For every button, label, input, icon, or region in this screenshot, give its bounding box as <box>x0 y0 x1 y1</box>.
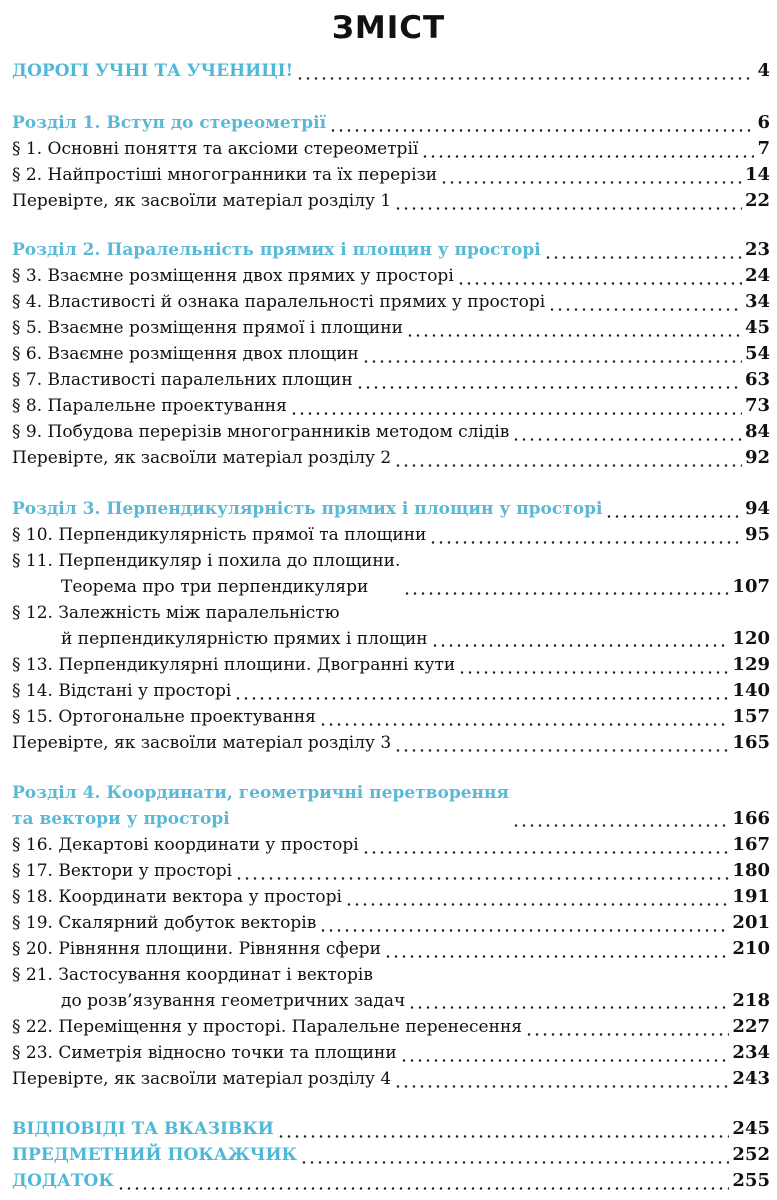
leader-dots <box>394 749 729 752</box>
leader-dots <box>548 308 742 311</box>
leader-dots <box>403 592 729 595</box>
toc-label-line1: § 12. Залежність між паралельністю <box>12 603 340 623</box>
toc-page-number: 4 <box>757 60 770 81</box>
toc-page-number: 165 <box>732 732 770 753</box>
toc-label: § 2. Найпростіші многогранники та їх перерізи <box>12 165 438 185</box>
toc-entry-index[interactable] <box>12 1142 770 1168</box>
leader-dots <box>429 541 742 544</box>
toc-entry[interactable] <box>12 936 770 962</box>
toc-label <box>12 600 431 652</box>
toc-label: § 9. Побудова перерізів многогранників методом слідів <box>12 422 510 442</box>
toc-page-number: 210 <box>732 938 770 959</box>
toc-page-number: 255 <box>732 1170 770 1191</box>
leader-dots <box>384 955 729 958</box>
toc-entry[interactable] <box>12 652 770 678</box>
toc-label: § 3. Взаємне розміщення двох прямих у просторі <box>12 266 454 286</box>
toc-page-number: 45 <box>744 317 770 338</box>
toc-entry[interactable] <box>12 136 770 162</box>
toc-label: Розділ 2. Паралельність прямих і площин у просторі <box>12 240 541 260</box>
toc-label-line2: до розв’язування геометричних задач <box>61 991 406 1011</box>
toc-entry[interactable] <box>12 962 770 1014</box>
toc-page-number: 7 <box>757 138 770 159</box>
toc-page-number: 201 <box>732 912 770 933</box>
toc-page-number: 94 <box>744 498 770 519</box>
toc-page-number: 34 <box>744 291 770 312</box>
toc-page-number: 166 <box>732 808 770 829</box>
toc-page-number: 234 <box>732 1042 770 1063</box>
toc-page-number: 140 <box>732 680 770 701</box>
page-title: ЗМІСТ <box>331 10 446 46</box>
toc-entry[interactable] <box>12 1066 770 1092</box>
toc-label <box>12 780 512 832</box>
toc-label <box>12 548 403 600</box>
leader-dots <box>421 155 754 158</box>
toc-page-number: 218 <box>732 990 770 1011</box>
toc-label: § 16. Декартові координати у просторі <box>12 835 359 855</box>
toc-label: § 7. Властивості паралельних площин <box>12 370 353 390</box>
toc-label: Перевірте, як засвоїли матеріал розділу 3 <box>12 733 392 753</box>
toc-entry[interactable] <box>12 910 770 936</box>
toc-entry[interactable] <box>12 704 770 730</box>
leader-dots <box>458 671 729 674</box>
toc-entry[interactable] <box>12 162 770 188</box>
leader-dots <box>512 438 742 441</box>
toc-label: § 4. Властивості й ознака паралельності прямих у просторі <box>12 292 546 312</box>
toc-label: ДОРОГІ УЧНІ ТА УЧЕНИЦІ! <box>12 61 294 81</box>
toc-entry[interactable] <box>12 858 770 884</box>
toc-entry[interactable] <box>12 884 770 910</box>
toc-label-line2: Теорема про три перпендикуляри <box>61 577 369 597</box>
leader-dots <box>406 334 742 337</box>
toc-label: § 6. Взаємне розміщення двох площин <box>12 344 359 364</box>
toc-label: § 22. Переміщення у просторі. Паралельне перенесення <box>12 1017 523 1037</box>
leader-dots <box>329 129 754 132</box>
toc-entry[interactable] <box>12 341 770 367</box>
toc-entry[interactable] <box>12 188 770 214</box>
leader-dots <box>235 877 729 880</box>
toc-section-heading[interactable] <box>12 110 770 136</box>
toc-label: § 15. Ортогональне проектування <box>12 707 316 727</box>
leader-dots <box>400 1059 730 1062</box>
toc-entry-intro[interactable] <box>12 58 770 84</box>
toc-page-number: 92 <box>744 447 770 468</box>
toc-entry[interactable] <box>12 1014 770 1040</box>
toc-page-number: 23 <box>744 239 770 260</box>
toc-page-number: 24 <box>744 265 770 286</box>
toc-label: Перевірте, як засвоїли матеріал розділу 1 <box>12 191 392 211</box>
leader-dots <box>234 697 729 700</box>
toc-entry[interactable] <box>12 600 770 652</box>
leader-dots <box>457 282 742 285</box>
toc-label: ВІДПОВІДІ ТА ВКАЗІВКИ <box>12 1119 274 1139</box>
toc-label-line2: та вектори у просторі <box>12 809 230 829</box>
leader-dots <box>440 181 742 184</box>
toc-page-number: 243 <box>732 1068 770 1089</box>
toc-label: Розділ 1. Вступ до стереометрії <box>12 113 327 133</box>
toc-label: ПРЕДМЕТНИЙ ПОКАЖЧИК <box>12 1145 297 1165</box>
toc-label: § 18. Координати вектора у просторі <box>12 887 342 907</box>
leader-dots <box>394 464 742 467</box>
toc-page-number: 252 <box>732 1144 770 1165</box>
toc-label: § 5. Взаємне розміщення прямої і площини <box>12 318 403 338</box>
leader-dots <box>394 1085 729 1088</box>
toc-label-line2: й перпендикулярністю прямих і площин <box>61 629 428 649</box>
toc-page-number: 120 <box>732 628 770 649</box>
toc-label: § 14. Відстані у просторі <box>12 681 232 701</box>
toc-label <box>12 962 408 1014</box>
toc-entry[interactable] <box>12 263 770 289</box>
toc-entry[interactable] <box>12 832 770 858</box>
leader-dots <box>345 903 730 906</box>
leader-dots <box>544 256 742 259</box>
toc-entry[interactable] <box>12 393 770 419</box>
toc-entry[interactable] <box>12 315 770 341</box>
toc-page-number: 63 <box>744 369 770 390</box>
toc-page-number: 14 <box>744 164 770 185</box>
leader-dots <box>300 1161 729 1164</box>
leader-dots <box>117 1187 730 1190</box>
toc-page-number: 227 <box>732 1016 770 1037</box>
toc-entry[interactable] <box>12 419 770 445</box>
toc-label: § 20. Рівняння площини. Рівняння сфери <box>12 939 381 959</box>
toc-page-number: 22 <box>744 190 770 211</box>
leader-dots <box>296 77 754 80</box>
leader-dots <box>408 1006 729 1009</box>
toc-page-number: 157 <box>732 706 770 727</box>
toc-label: ДОДАТОК <box>12 1171 114 1191</box>
toc-page-number: 54 <box>744 343 770 364</box>
toc-page-number: 107 <box>732 576 770 597</box>
toc-label: § 17. Вектори у просторі <box>12 861 233 881</box>
leader-dots <box>356 386 742 389</box>
toc-label-line1: Розділ 4. Координати, геометричні перетворення <box>12 783 509 803</box>
toc-page-number: 191 <box>732 886 770 907</box>
leader-dots <box>525 1033 729 1036</box>
toc-section-heading[interactable] <box>12 237 770 263</box>
leader-dots <box>512 824 729 827</box>
toc-entry[interactable] <box>12 548 770 600</box>
toc-entry[interactable] <box>12 445 770 471</box>
toc-label: § 19. Скалярний добуток векторів <box>12 913 317 933</box>
toc-label: Перевірте, як засвоїли матеріал розділу 2 <box>12 448 392 468</box>
toc-label: § 8. Паралельне проектування <box>12 396 287 416</box>
toc-label: Перевірте, як засвоїли матеріал розділу 4 <box>12 1069 392 1089</box>
toc-label-line1: § 21. Застосування координат і векторів <box>12 965 373 985</box>
toc-entry-appendix[interactable] <box>12 1168 770 1194</box>
toc-page-number: 129 <box>732 654 770 675</box>
toc-page-number: 95 <box>744 524 770 545</box>
toc-entry[interactable] <box>12 730 770 756</box>
toc-label: § 1. Основні поняття та аксіоми стереометрії <box>12 139 419 159</box>
toc-entry-answers[interactable] <box>12 1116 770 1142</box>
toc-page-number: 84 <box>744 421 770 442</box>
toc-page-number: 73 <box>744 395 770 416</box>
toc-page-number: 6 <box>757 112 770 133</box>
leader-dots <box>290 412 742 415</box>
leader-dots <box>362 360 742 363</box>
toc-page-number: 167 <box>732 834 770 855</box>
toc-label: § 13. Перпендикулярні площини. Двогранні кути <box>12 655 456 675</box>
leader-dots <box>362 851 730 854</box>
toc-entry[interactable] <box>12 367 770 393</box>
toc-label: § 10. Перпендикулярність прямої та площини <box>12 525 427 545</box>
toc-section-heading[interactable] <box>12 780 770 832</box>
leader-dots <box>319 723 730 726</box>
leader-dots <box>431 644 730 647</box>
toc-page-number: 245 <box>732 1118 770 1139</box>
toc-entry[interactable] <box>12 1040 770 1066</box>
toc-entry[interactable] <box>12 289 770 315</box>
leader-dots <box>319 929 729 932</box>
leader-dots <box>277 1135 730 1138</box>
toc-section-heading[interactable] <box>12 496 770 522</box>
leader-dots <box>605 515 742 518</box>
leader-dots <box>394 207 742 210</box>
toc-page-number: 180 <box>732 860 770 881</box>
toc-label: Розділ 3. Перпендикулярність прямих і площин у просторі <box>12 499 603 519</box>
toc-label: § 23. Симетрія відносно точки та площини <box>12 1043 397 1063</box>
toc-label-line1: § 11. Перпендикуляр і похила до площини. <box>12 551 401 571</box>
toc-entry[interactable] <box>12 522 770 548</box>
toc-entry[interactable] <box>12 678 770 704</box>
